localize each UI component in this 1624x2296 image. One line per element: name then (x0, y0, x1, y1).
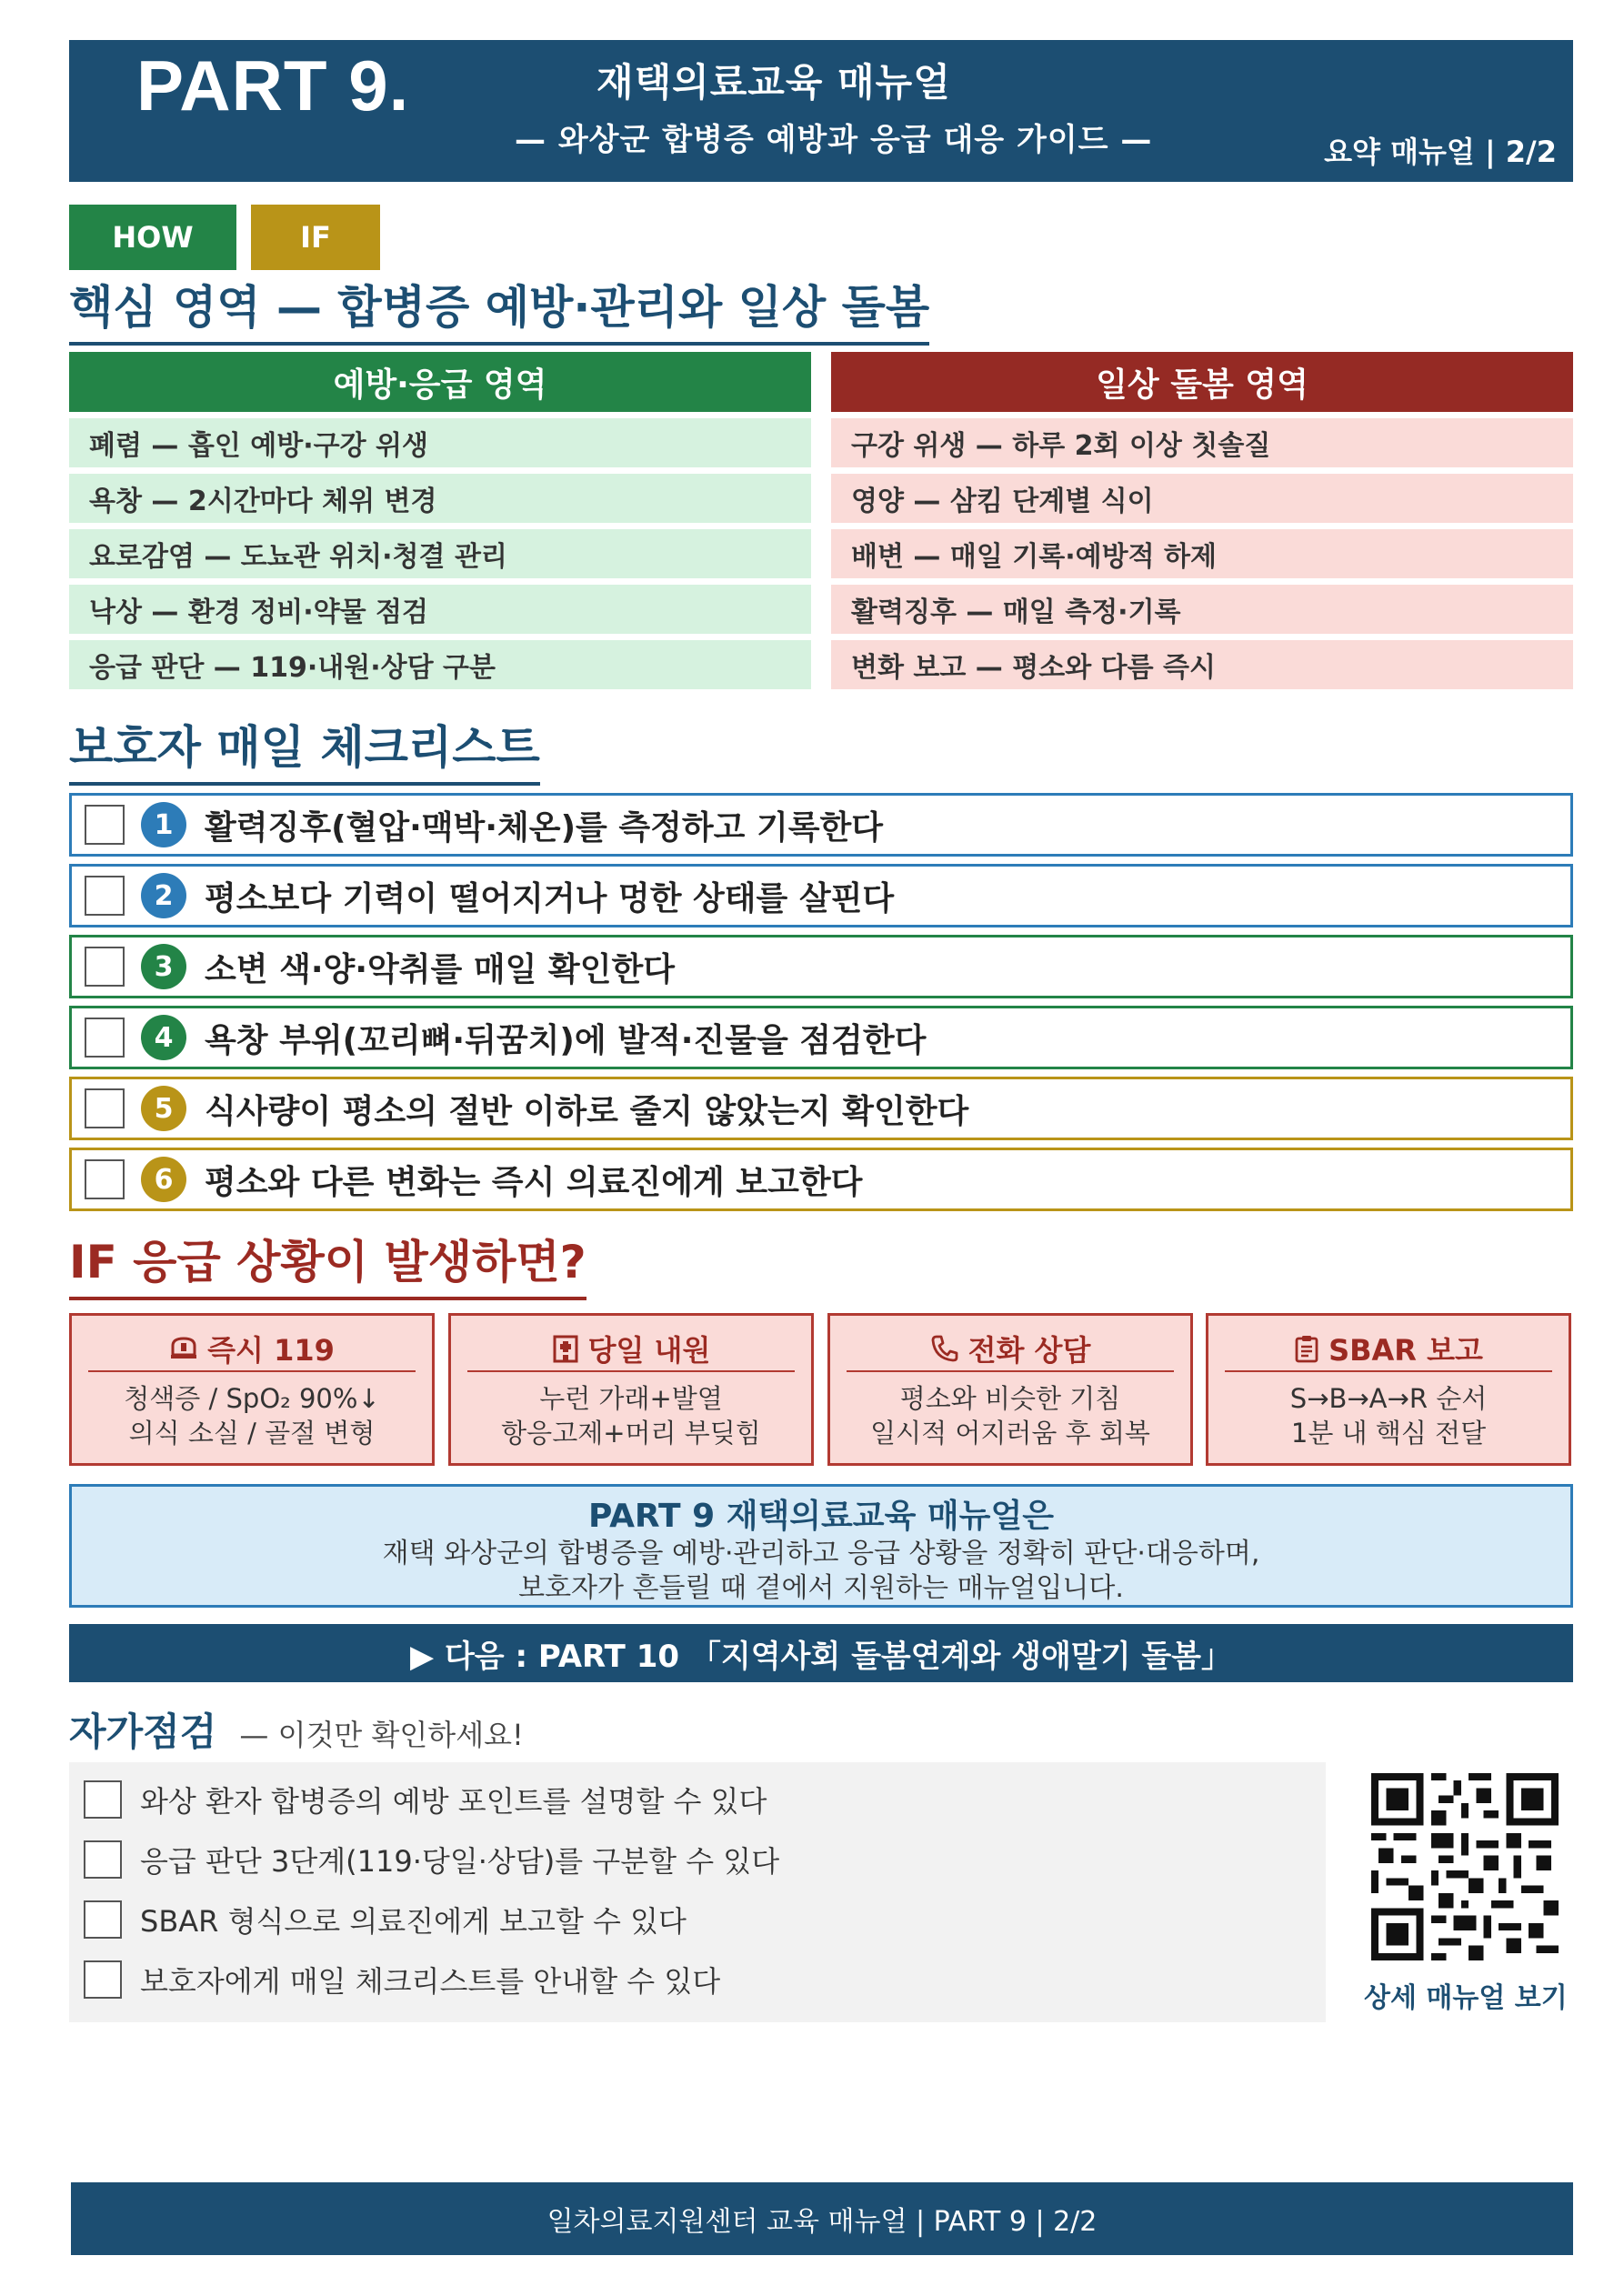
checkbox[interactable] (84, 1840, 122, 1879)
checklist-row[interactable] (69, 793, 1573, 857)
checklist-text: 평소보다 기력이 떨어지거나 멍한 상태를 살핀다 (205, 879, 895, 917)
next-part-link[interactable]: ▶ 다음 : PART 10 「지역사회 돌봄연계와 생애말기 돌봄」 (69, 1624, 1573, 1682)
emergency-card-visit (448, 1313, 814, 1466)
emergency-card-line: 평소와 비슷한 기침 (899, 1383, 1121, 1414)
step-number: 1 (141, 802, 186, 847)
checklist-text: 평소와 다른 변화는 즉시 의료진에게 보고한다 (205, 1163, 863, 1201)
step-number: 2 (141, 873, 186, 918)
emergency-card-head: SBAR 보고 (1328, 1333, 1483, 1368)
checklist-row[interactable] (69, 935, 1573, 998)
emergency-card-head: 당일 내원 (587, 1333, 711, 1368)
summary-box (69, 1484, 1573, 1608)
emergency-card-phone (827, 1313, 1193, 1466)
header-banner (69, 40, 1573, 182)
self-check-box (69, 1762, 1326, 2022)
checklist-row[interactable] (69, 1148, 1573, 1211)
checkbox[interactable] (84, 1780, 122, 1819)
checkbox[interactable] (85, 947, 125, 987)
emergency-card-line: 1분 내 핵심 전달 (1290, 1418, 1487, 1449)
list-item: 욕창 — 2시간마다 체위 변경 (69, 474, 811, 523)
self-check-text: 보호자에게 매일 체크리스트를 안내할 수 있다 (140, 1964, 721, 1999)
step-number: 5 (141, 1086, 186, 1131)
clipboard-icon (1294, 1334, 1319, 1363)
checklist-row[interactable] (69, 1077, 1573, 1140)
emergency-title: IF 응급 상황이 발생하면? (69, 1226, 586, 1300)
part-label: PART 9. (136, 45, 410, 125)
self-check-heading (69, 1702, 524, 1757)
checklist-text: 욕창 부위(꼬리뼈·뒤꿈치)에 발적·진물을 점검한다 (205, 1021, 927, 1059)
self-check-item[interactable] (69, 1830, 1326, 1890)
checkbox[interactable] (85, 1088, 125, 1128)
daily-care-area-head: 일상 돌봄 영역 (831, 352, 1573, 412)
list-item: 활력징후 — 매일 측정·기록 (831, 585, 1573, 634)
step-number: 4 (141, 1015, 186, 1060)
self-check-item[interactable] (69, 1890, 1326, 1950)
checklist-text: 소변 색·양·악취를 매일 확인한다 (205, 950, 676, 988)
list-item: 폐렴 — 흡인 예방·구강 위생 (69, 418, 811, 467)
emergency-card-line: S→B→A→R 순서 (1289, 1383, 1488, 1414)
page-indicator: 요약 매뉴얼 | 2/2 (1324, 135, 1557, 169)
ambulance-icon (169, 1335, 198, 1362)
checklist-title: 보호자 매일 체크리스트 (69, 711, 540, 786)
checklist-row[interactable] (69, 864, 1573, 927)
summary-title: PART 9 재택의료교육 매뉴얼은 (587, 1498, 1054, 1535)
phone-icon (930, 1334, 959, 1363)
emergency-card-line: 의식 소실 / 골절 변형 (128, 1418, 376, 1449)
step-number: 6 (141, 1157, 186, 1202)
checklist-text: 활력징후(혈압·맥박·체온)를 측정하고 기록한다 (205, 808, 884, 847)
emergency-card-line: 일시적 어지러움 후 회복 (870, 1418, 1150, 1449)
self-check-item[interactable] (69, 1770, 1326, 1830)
emergency-card-line: 누런 가래+발열 (539, 1383, 723, 1414)
checkbox[interactable] (85, 1159, 125, 1199)
checkbox[interactable] (85, 805, 125, 845)
emergency-card-line: 항응고제+머리 부딪힘 (501, 1418, 761, 1449)
emergency-card-head: 즉시 119 (207, 1333, 335, 1368)
list-item: 응급 판단 — 119·내원·상담 구분 (69, 640, 811, 689)
manual-title: 재택의료교육 매뉴얼 (596, 60, 951, 105)
tag-if: IF (251, 205, 380, 270)
hospital-icon (552, 1334, 579, 1363)
daily-care-area (831, 352, 1573, 696)
summary-line: 보호자가 흔들릴 때 곁에서 지원하는 매뉴얼입니다. (518, 1572, 1124, 1604)
core-section-title: 핵심 영역 — 합병증 예방·관리와 일상 돌봄 (69, 271, 929, 346)
step-number: 3 (141, 944, 186, 989)
list-item: 구강 위생 — 하루 2회 이상 칫솔질 (831, 418, 1573, 467)
emergency-card-sbar (1206, 1313, 1571, 1466)
prevention-area (69, 352, 811, 696)
list-item: 낙상 — 환경 정비·약물 점검 (69, 585, 811, 634)
prevention-area-head: 예방·응급 영역 (69, 352, 811, 412)
list-item: 변화 보고 — 평소와 다름 즉시 (831, 640, 1573, 689)
summary-line: 재택 와상군의 합병증을 예방·관리하고 응급 상황을 정확히 판단·대응하며, (382, 1538, 1260, 1569)
self-check-text: SBAR 형식으로 의료진에게 보고할 수 있다 (140, 1904, 687, 1939)
tag-how: HOW (69, 205, 236, 270)
list-item: 영양 — 삼킴 단계별 식이 (831, 474, 1573, 523)
self-check-item[interactable] (69, 1950, 1326, 2010)
self-check-text: 응급 판단 3단계(119·당일·상담)를 구분할 수 있다 (140, 1844, 780, 1879)
checkbox[interactable] (84, 1900, 122, 1939)
emergency-card-line: 청색증 / SpO₂ 90%↓ (124, 1383, 380, 1414)
emergency-card-head: 전화 상담 (967, 1333, 1091, 1368)
checkbox[interactable] (84, 1960, 122, 1999)
checklist-text: 식사량이 평소의 절반 이하로 줄지 않았는지 확인한다 (205, 1092, 969, 1130)
checklist-row[interactable] (69, 1006, 1573, 1069)
self-check-title: 자가점검 (69, 1709, 217, 1754)
checkbox[interactable] (85, 876, 125, 916)
qr-code-icon[interactable] (1371, 1773, 1559, 1960)
qr-label[interactable]: 상세 매뉴얼 보기 (1364, 1982, 1568, 2014)
emergency-card-119 (69, 1313, 435, 1466)
footer: 일차의료지원센터 교육 매뉴얼 | PART 9 | 2/2 (71, 2182, 1573, 2255)
self-check-subtitle: — 이것만 확인하세요! (239, 1718, 524, 1752)
list-item: 배변 — 매일 기록·예방적 하제 (831, 529, 1573, 578)
list-item: 요로감염 — 도뇨관 위치·청결 관리 (69, 529, 811, 578)
self-check-text: 와상 환자 합병증의 예방 포인트를 설명할 수 있다 (140, 1784, 767, 1819)
manual-subtitle: — 와상군 합병증 예방과 응급 대응 가이드 — (515, 122, 1153, 158)
checkbox[interactable] (85, 1018, 125, 1058)
